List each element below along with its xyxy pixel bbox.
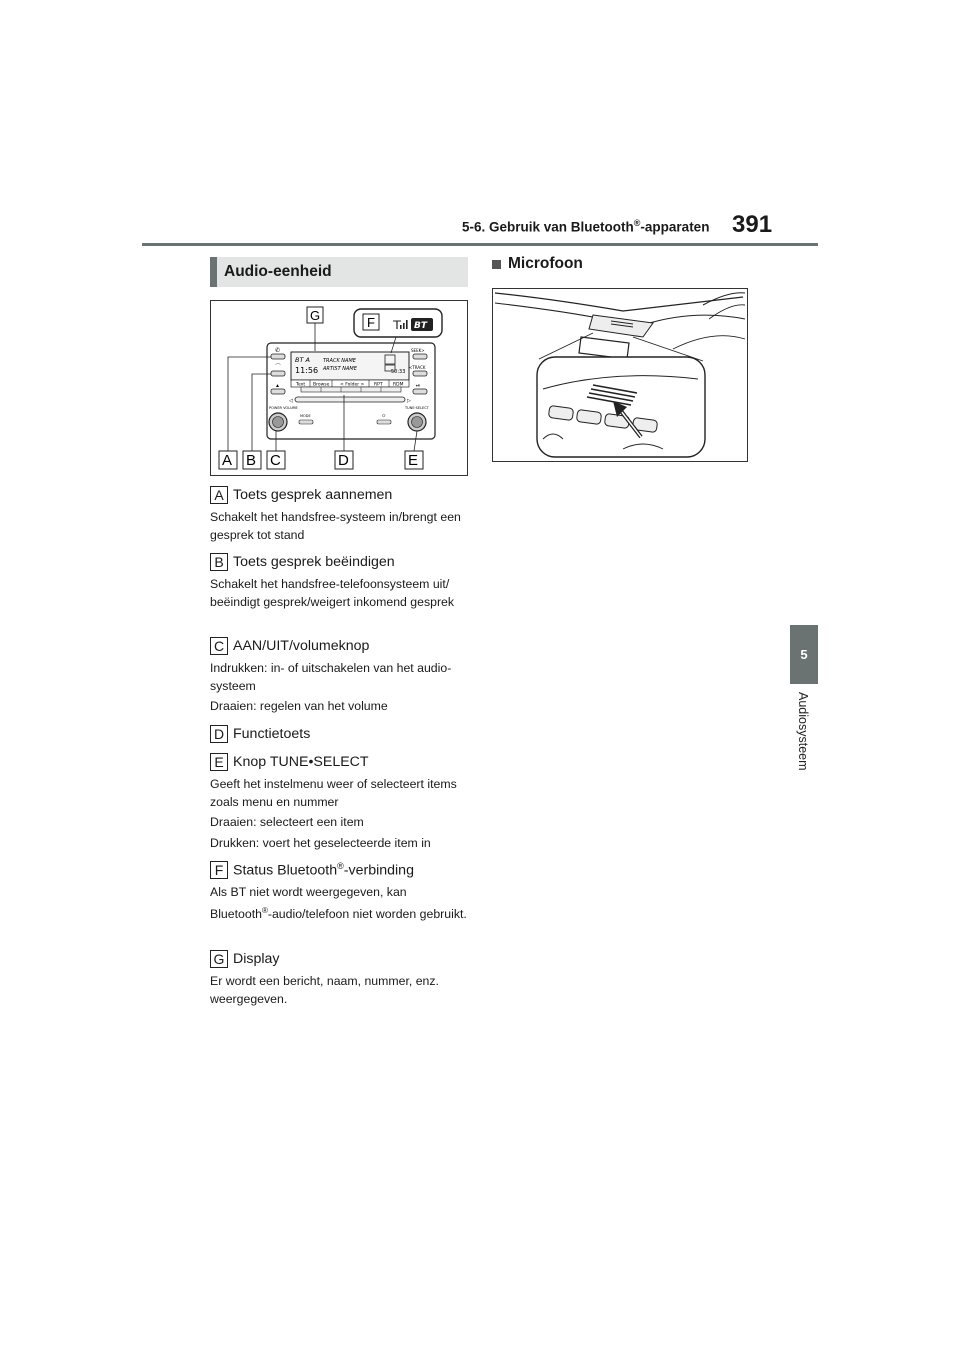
soft-button-label: < Folder > bbox=[340, 382, 365, 388]
callout-b: B bbox=[246, 452, 257, 469]
call-answer-button bbox=[271, 354, 285, 359]
soft-button-label: RDM bbox=[393, 382, 404, 388]
svg-text:TUNE·SELECT: TUNE·SELECT bbox=[405, 406, 429, 410]
soft-button-label: RPT bbox=[374, 382, 383, 388]
item-description: Geeft het instelmenu weer of selecteert items zoals menu en nummer bbox=[210, 777, 457, 809]
call-end-button bbox=[271, 371, 285, 376]
item-f bbox=[210, 860, 472, 923]
item-description: Drukken: voert het geselecteerde item in bbox=[210, 835, 431, 850]
item-letter-badge: F bbox=[210, 861, 228, 879]
soft-button-label: Browse bbox=[313, 382, 330, 388]
header-rule bbox=[142, 243, 818, 246]
soft-button-row bbox=[291, 380, 409, 388]
item-e bbox=[210, 752, 472, 852]
audio-unit-heading: Audio-eenheid bbox=[210, 257, 468, 287]
item-letter-badge: E bbox=[210, 753, 228, 771]
item-title: Toets gesprek aannemen bbox=[233, 487, 393, 503]
square-bullet-icon bbox=[492, 260, 501, 269]
callout-c: C bbox=[270, 452, 281, 469]
callout-f: F bbox=[367, 315, 375, 330]
svg-text:◁: ◁ bbox=[289, 398, 293, 404]
item-letter-badge: C bbox=[210, 637, 228, 655]
mode-button bbox=[299, 420, 313, 424]
item-a bbox=[210, 485, 472, 544]
item-letter-badge: A bbox=[210, 486, 228, 504]
svg-text:⌒: ⌒ bbox=[275, 365, 282, 371]
item-c bbox=[210, 636, 472, 716]
brightness-button bbox=[377, 420, 391, 424]
track-button bbox=[413, 371, 427, 376]
eject-button bbox=[271, 389, 285, 394]
svg-text:SEEK>: SEEK> bbox=[411, 348, 425, 353]
item-title: Toets gesprek beëindigen bbox=[233, 554, 395, 570]
page-number: 391 bbox=[732, 211, 773, 238]
display-elapsed: 50:33 bbox=[391, 369, 406, 375]
item-title: Functietoets bbox=[233, 726, 311, 742]
callout-d: D bbox=[338, 452, 349, 469]
item-g bbox=[210, 949, 472, 1008]
svg-text:<TRACK: <TRACK bbox=[409, 365, 426, 370]
chapter-label-container bbox=[790, 692, 818, 812]
display-track: TRACK NAME bbox=[323, 358, 356, 364]
callout-e: E bbox=[408, 452, 419, 469]
item-title: AAN/UIT/volumeknop bbox=[233, 638, 370, 654]
callout-a: A bbox=[222, 452, 233, 469]
svg-text:✆: ✆ bbox=[275, 348, 281, 354]
item-d bbox=[210, 724, 472, 744]
svg-text:⏯: ⏯ bbox=[416, 383, 421, 389]
item-description: Als BT niet wordt weergegeven, kan Bluetooth®-audio/telefoon niet worden gebruikt. bbox=[210, 885, 467, 921]
svg-text:☼: ☼ bbox=[381, 413, 387, 419]
display-time: 11:56 bbox=[295, 366, 319, 375]
microphone-drawing bbox=[493, 289, 747, 461]
chapter-label: Audiosysteem bbox=[796, 692, 810, 771]
svg-text:BT: BT bbox=[414, 321, 427, 331]
item-description: Indrukken: in- of uitschakelen van het audio-systeem bbox=[210, 661, 452, 693]
play-pause-button bbox=[413, 389, 427, 394]
audio-unit-drawing bbox=[211, 301, 467, 475]
seek-button bbox=[413, 354, 427, 359]
svg-text:MODE: MODE bbox=[300, 414, 311, 418]
item-description: Draaien: selecteert een item bbox=[210, 815, 364, 829]
microphone-illustration bbox=[492, 288, 748, 462]
svg-text:POWER VOLUME: POWER VOLUME bbox=[269, 406, 298, 410]
audio-unit-illustration bbox=[210, 300, 468, 476]
item-description: Schakelt het handsfree-telefoonsysteem uit/ beëindigt gesprek/weigert inkomend gesprek bbox=[210, 577, 455, 609]
item-title: Knop TUNE•SELECT bbox=[233, 754, 369, 770]
rear-view-mirror bbox=[579, 337, 629, 359]
display-artist: ARTIST NAME bbox=[323, 366, 357, 372]
chapter-tab[interactable]: 5 bbox=[790, 625, 818, 684]
microphone-heading: Microfoon bbox=[492, 255, 583, 273]
svg-text:▷: ▷ bbox=[407, 398, 411, 404]
item-title: Display bbox=[233, 951, 280, 967]
section-title: 5-6. Gebruik van Bluetooth®-apparaten bbox=[462, 218, 710, 235]
item-letter-badge: B bbox=[210, 553, 228, 571]
item-letter-badge: D bbox=[210, 725, 228, 743]
bottom-callouts bbox=[219, 451, 423, 469]
item-description: Schakelt het handsfree-systeem in/brengt een gesprek tot stand bbox=[210, 510, 461, 542]
item-letter-badge: G bbox=[210, 950, 228, 968]
soft-button-label: Text bbox=[296, 382, 306, 388]
item-description: Er wordt een bericht, naam, nummer, enz. weergegeven. bbox=[210, 974, 439, 1006]
item-title: Status Bluetooth®-verbinding bbox=[233, 861, 414, 879]
svg-text:▲: ▲ bbox=[275, 383, 280, 389]
display-source: BT A bbox=[295, 356, 310, 364]
item-b bbox=[210, 552, 472, 611]
item-description: Draaien: regelen van het volume bbox=[210, 699, 388, 713]
callout-g: G bbox=[310, 308, 321, 323]
